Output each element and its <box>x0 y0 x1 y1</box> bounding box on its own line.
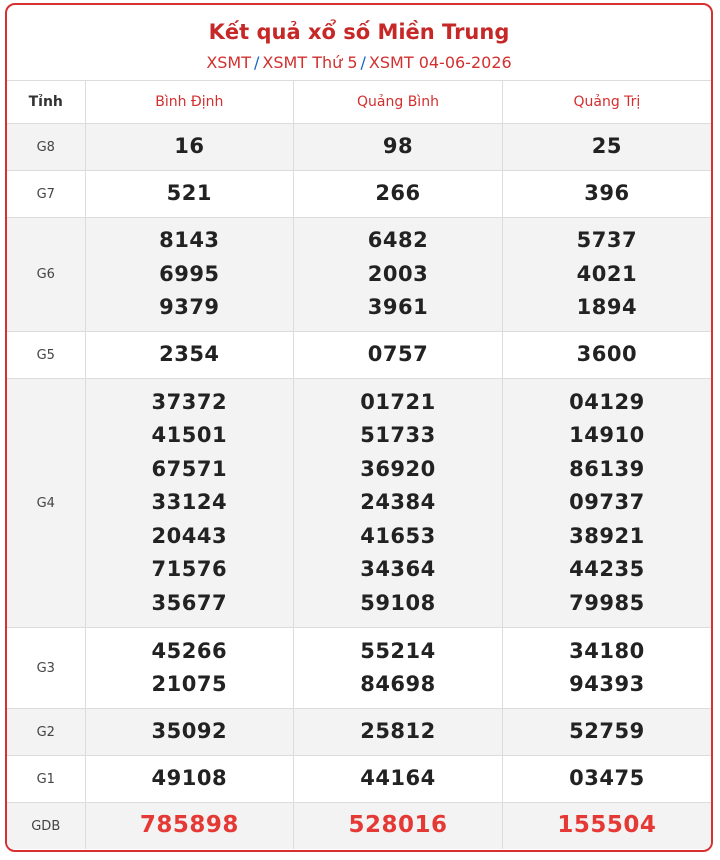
province-header-binh-dinh[interactable]: Bình Định <box>85 81 294 124</box>
result-number: 21075 <box>151 672 228 696</box>
result-cell <box>294 709 503 756</box>
result-number: 9379 <box>159 295 220 320</box>
result-number: 51733 <box>360 423 436 448</box>
result-cell <box>502 756 711 803</box>
result-cell <box>85 709 294 756</box>
result-number: 98 <box>382 134 414 159</box>
result-number: 41653 <box>360 523 436 548</box>
result-number: 4021 <box>576 261 638 286</box>
prize-label: G8 <box>7 124 85 171</box>
results-card <box>5 3 713 852</box>
table-row <box>7 171 711 218</box>
province-header-quang-binh[interactable]: Quảng Bình <box>294 81 503 124</box>
result-number: 84698 <box>360 672 436 696</box>
result-number: 20443 <box>151 523 228 548</box>
results-header <box>7 5 711 81</box>
breadcrumb-link-xsmt-weekday[interactable]: XSMT Thứ 5 <box>262 53 358 72</box>
result-number: 521 <box>166 181 212 206</box>
result-number: 04129 <box>569 389 645 414</box>
result-number: 6482 <box>367 228 429 253</box>
result-cell <box>85 379 294 628</box>
breadcrumb-link-xsmt[interactable]: XSMT <box>206 53 252 72</box>
result-number: 24384 <box>360 490 436 515</box>
result-cell <box>294 379 503 628</box>
result-number: 94393 <box>569 672 645 696</box>
result-cell <box>294 803 503 850</box>
result-cell <box>85 171 294 218</box>
result-cell <box>294 756 503 803</box>
result-number: 44235 <box>569 557 645 582</box>
result-number: 2003 <box>367 261 429 286</box>
result-cell <box>85 218 294 332</box>
result-number: 33124 <box>151 490 228 515</box>
table-row <box>7 756 711 803</box>
result-cell <box>502 171 711 218</box>
table-row <box>7 803 711 850</box>
result-number: 35092 <box>151 719 228 744</box>
result-number: 6995 <box>159 261 220 286</box>
result-number: 09737 <box>569 490 645 515</box>
prize-label: G4 <box>7 379 85 628</box>
result-number: 0757 <box>367 342 429 367</box>
province-label-header: Tỉnh <box>7 81 85 124</box>
result-cell <box>502 709 711 756</box>
result-number: 25 <box>591 134 623 159</box>
result-number: 34180 <box>569 638 645 663</box>
breadcrumb-separator: / <box>254 53 260 72</box>
table-row <box>7 218 711 332</box>
result-number: 3600 <box>576 342 638 367</box>
result-number: 16 <box>174 134 205 159</box>
result-cell <box>85 332 294 379</box>
prize-label: G2 <box>7 709 85 756</box>
result-number: 55214 <box>360 638 436 663</box>
result-number: 396 <box>584 181 630 206</box>
jackpot-number: 528016 <box>348 812 448 839</box>
result-number: 8143 <box>159 228 220 253</box>
prize-label: G6 <box>7 218 85 332</box>
breadcrumb-link-xsmt-date[interactable]: XSMT 04-06-2026 <box>368 53 512 72</box>
result-cell <box>294 218 503 332</box>
result-cell <box>85 124 294 171</box>
result-cell <box>502 218 711 332</box>
result-number: 67571 <box>151 456 228 481</box>
prize-label: G7 <box>7 171 85 218</box>
result-number: 34364 <box>360 557 436 582</box>
result-number: 36920 <box>360 456 436 481</box>
result-cell <box>294 124 503 171</box>
results-body <box>7 124 711 850</box>
result-cell <box>502 124 711 171</box>
result-number: 38921 <box>569 523 645 548</box>
province-header-quang-tri[interactable]: Quảng Trị <box>502 81 711 124</box>
prize-label: G3 <box>7 628 85 709</box>
result-number: 2354 <box>159 342 220 367</box>
result-cell <box>502 628 711 709</box>
table-row <box>7 379 711 628</box>
result-cell <box>294 628 503 709</box>
breadcrumb-separator: / <box>360 53 366 72</box>
results-table <box>7 81 711 849</box>
jackpot-number: 785898 <box>139 812 239 839</box>
result-number: 59108 <box>360 590 436 615</box>
page-title: Kết quả xổ số Miền Trung <box>208 20 510 44</box>
result-number: 79985 <box>569 590 645 615</box>
table-row <box>7 332 711 379</box>
result-number: 1894 <box>576 295 638 320</box>
table-row <box>7 709 711 756</box>
prize-label: G1 <box>7 756 85 803</box>
result-number: 52759 <box>569 719 645 744</box>
prize-label: GDB <box>7 803 85 850</box>
result-number: 44164 <box>360 766 436 791</box>
result-number: 45266 <box>151 638 228 663</box>
result-cell <box>294 171 503 218</box>
result-number: 3961 <box>367 295 429 320</box>
jackpot-number: 155504 <box>557 812 657 839</box>
result-number: 14910 <box>569 423 645 448</box>
result-number: 03475 <box>569 766 645 791</box>
result-cell <box>502 332 711 379</box>
breadcrumb <box>7 52 711 74</box>
result-cell <box>502 803 711 850</box>
table-row <box>7 124 711 171</box>
result-cell <box>85 628 294 709</box>
result-cell <box>294 332 503 379</box>
result-number: 01721 <box>360 389 436 414</box>
result-cell <box>85 803 294 850</box>
result-number: 35677 <box>151 590 228 615</box>
result-number: 41501 <box>151 423 228 448</box>
result-number: 49108 <box>151 766 228 791</box>
result-number: 86139 <box>569 456 645 481</box>
result-number: 5737 <box>576 228 638 253</box>
table-header-row <box>7 81 711 124</box>
result-number: 71576 <box>151 557 228 582</box>
table-row <box>7 628 711 709</box>
result-number: 266 <box>375 181 421 206</box>
prize-label: G5 <box>7 332 85 379</box>
result-cell <box>85 756 294 803</box>
result-number: 25812 <box>360 719 436 744</box>
result-cell <box>502 379 711 628</box>
result-number: 37372 <box>151 389 228 414</box>
